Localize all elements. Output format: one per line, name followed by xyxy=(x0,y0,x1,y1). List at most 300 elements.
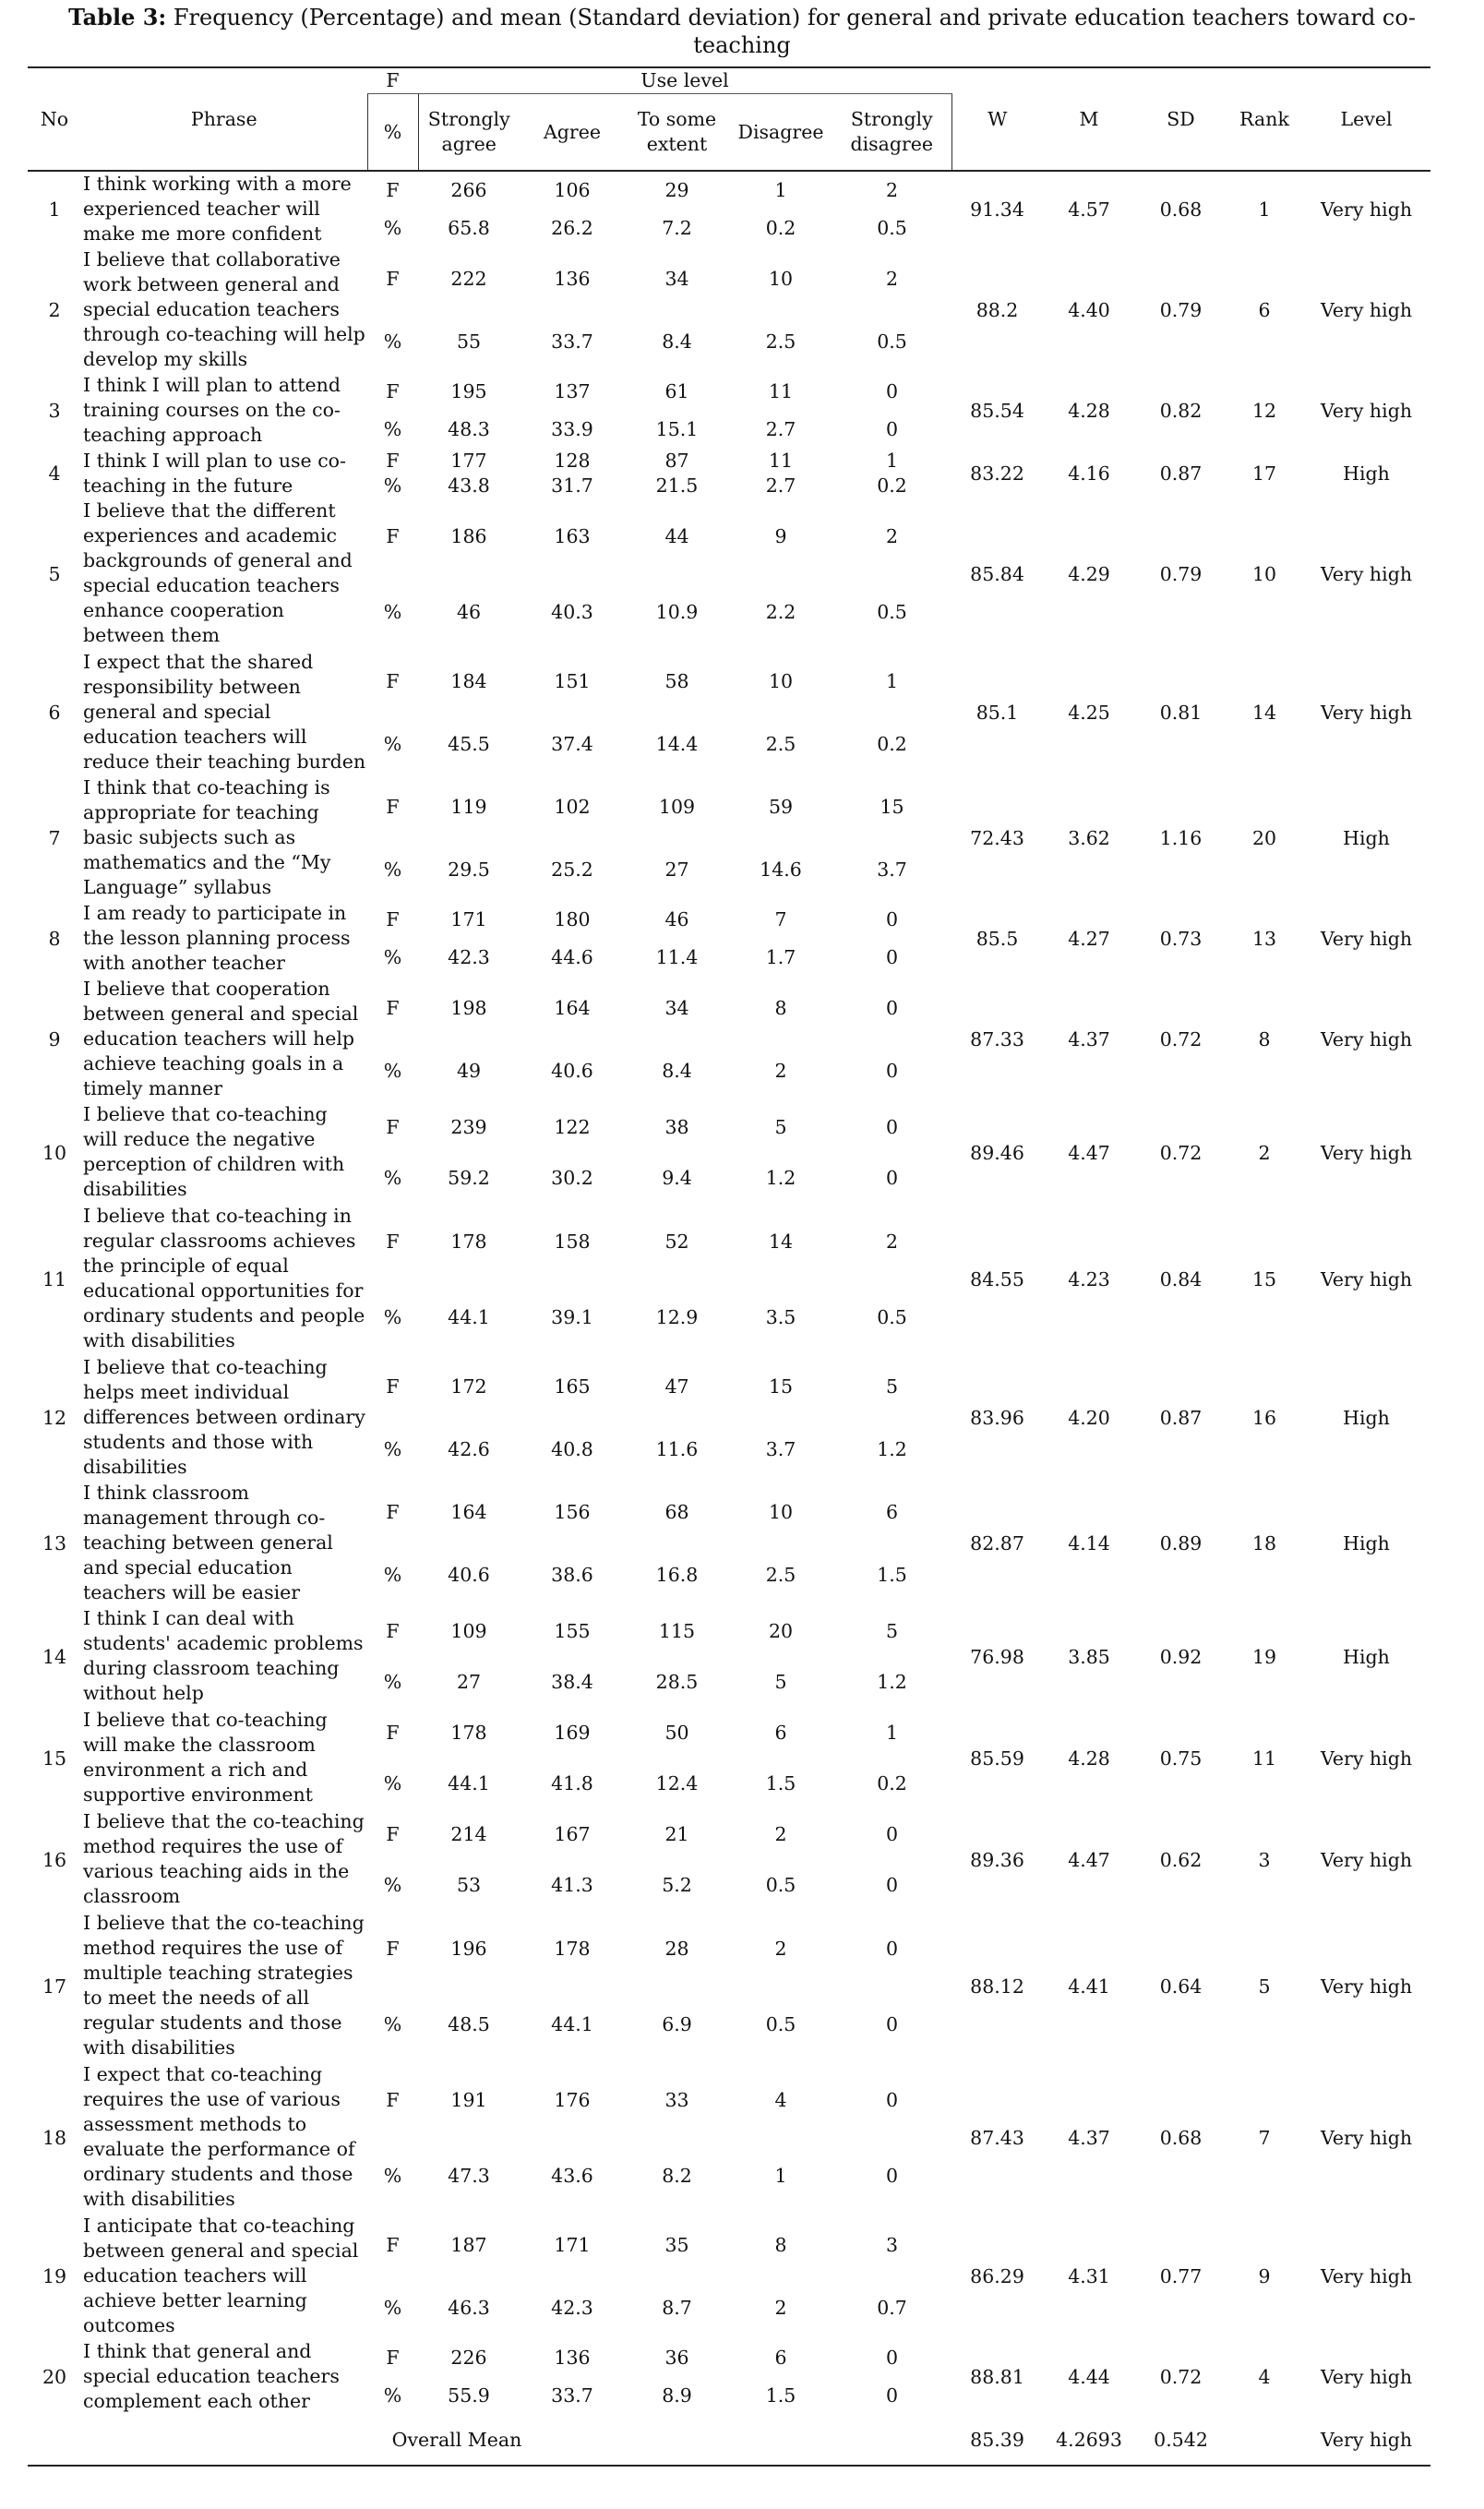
row-pct-strongly-disagree: 0.5 xyxy=(877,600,907,623)
row-number: 9 xyxy=(48,1027,61,1050)
row-f-agree: 151 xyxy=(554,669,591,692)
row-f-to-some-extent: 115 xyxy=(658,1620,696,1642)
row-pct-disagree: 1.5 xyxy=(765,1772,796,1795)
row-w: 85.1 xyxy=(975,701,1019,724)
row-pct-disagree: 3.7 xyxy=(765,1437,796,1460)
row-f-label: F xyxy=(386,1823,400,1845)
row-number: 19 xyxy=(42,2264,67,2287)
row-pct-disagree: 1.2 xyxy=(765,1167,796,1189)
row-pct-strongly-agree: 48.5 xyxy=(448,2012,490,2035)
row-number: 7 xyxy=(48,826,61,849)
row-f-strongly-disagree: 0 xyxy=(885,908,899,930)
row-phrase: I believe that collaborative work between general and special education teachers through co-teaching will help develop my skills xyxy=(83,248,365,370)
row-pct-strongly-disagree: 3.7 xyxy=(877,858,907,881)
row-f-to-some-extent: 28 xyxy=(664,1937,689,1960)
caption-text-continued: teaching xyxy=(693,32,791,58)
row-f-to-some-extent: 34 xyxy=(664,267,689,290)
row-f-disagree: 11 xyxy=(768,450,794,472)
row-pct-strongly-disagree: 0.7 xyxy=(877,2296,907,2319)
row-f-to-some-extent: 44 xyxy=(664,524,689,547)
row-level: Very high xyxy=(1320,1027,1413,1050)
row-pct-disagree: 2.7 xyxy=(765,418,796,440)
row-f-agree: 163 xyxy=(554,524,591,547)
row-f-strongly-agree: 222 xyxy=(450,267,487,290)
table-row xyxy=(28,449,1430,474)
row-phrase: I believe that the co-teaching method requires the use of various teaching aids in the classroom xyxy=(83,1810,365,1907)
row-pct-label: % xyxy=(383,330,402,353)
row-f-agree: 167 xyxy=(554,1823,591,1845)
row-f-strongly-disagree: 1 xyxy=(885,450,899,472)
row-phrase: I believe that the co-teaching method requires the use of multiple teaching strategies to meet the needs of all regular students and those with disabilities xyxy=(83,1912,365,2059)
row-f-label: F xyxy=(386,524,400,547)
row-f-to-some-extent: 47 xyxy=(664,1375,689,1398)
row-pct-agree: 31.7 xyxy=(551,474,593,497)
row-f-to-some-extent: 38 xyxy=(664,1116,689,1138)
table-row xyxy=(28,901,1430,939)
row-pct-strongly-agree: 46.3 xyxy=(448,2296,490,2319)
header-use-level: Use level xyxy=(418,67,951,94)
row-f-strongly-agree: 184 xyxy=(450,669,487,692)
row-pct-strongly-agree: 45.5 xyxy=(448,732,490,755)
row-f-label: F xyxy=(386,179,400,201)
row-pct-disagree: 0.2 xyxy=(765,217,796,239)
table-row xyxy=(28,1204,1430,1279)
row-pct-strongly-agree: 65.8 xyxy=(448,217,490,239)
row-f-label: F xyxy=(386,1722,400,1744)
row-pct-agree: 41.8 xyxy=(551,1772,593,1795)
row-f-strongly-agree: 226 xyxy=(450,2347,487,2369)
row-w: 91.34 xyxy=(970,198,1024,221)
row-phrase: I expect that co-teaching requires the use of various assessment methods to evaluate the performance of ordinary students and those with disabilities xyxy=(83,2063,355,2210)
row-m: 4.47 xyxy=(1068,1141,1110,1164)
row-pct-strongly-disagree: 1.5 xyxy=(877,1563,907,1586)
row-rank: 18 xyxy=(1251,1531,1277,1555)
row-number: 12 xyxy=(42,1406,67,1429)
row-sd: 0.81 xyxy=(1159,701,1203,724)
row-w: 84.55 xyxy=(970,1267,1024,1291)
table-row xyxy=(28,1102,1430,1153)
row-pct-label: % xyxy=(383,1305,402,1328)
row-level: Very high xyxy=(1320,2126,1413,2149)
row-m: 4.20 xyxy=(1068,1406,1110,1429)
row-phrase: I believe that co-teaching will make the classroom environment a rich and supportive environment xyxy=(83,1709,328,1806)
overall-w: 85.39 xyxy=(970,2428,1024,2451)
row-f-label: F xyxy=(386,996,400,1019)
row-f-strongly-disagree: 15 xyxy=(880,795,904,818)
row-f-label: F xyxy=(386,1230,400,1253)
row-f-agree: 102 xyxy=(554,795,591,818)
row-f-agree: 176 xyxy=(554,2088,591,2111)
row-f-strongly-agree: 109 xyxy=(450,1620,487,1642)
row-number: 2 xyxy=(48,298,61,321)
data-table xyxy=(28,66,1430,2467)
row-rank: 20 xyxy=(1251,826,1277,849)
row-pct-agree: 43.6 xyxy=(551,2164,593,2187)
row-f-to-some-extent: 34 xyxy=(664,996,689,1019)
row-pct-agree: 44.1 xyxy=(551,2012,593,2035)
row-rank: 13 xyxy=(1251,927,1277,950)
header-f: F xyxy=(367,67,418,94)
row-pct-label: % xyxy=(383,946,402,968)
row-rank: 15 xyxy=(1251,1267,1277,1291)
row-pct-strongly-agree: 46 xyxy=(456,600,482,623)
row-f-strongly-disagree: 2 xyxy=(885,179,899,201)
row-f-strongly-agree: 164 xyxy=(450,1500,487,1523)
row-number: 11 xyxy=(42,1267,67,1291)
row-w: 87.33 xyxy=(970,1027,1024,1050)
row-f-disagree: 10 xyxy=(768,1500,794,1523)
row-f-agree: 178 xyxy=(554,1937,591,1960)
row-m: 4.16 xyxy=(1068,462,1110,485)
row-f-disagree: 7 xyxy=(774,908,787,930)
row-f-strongly-agree: 214 xyxy=(450,1823,487,1845)
row-pct-to-some-extent: 14.4 xyxy=(655,732,699,755)
row-f-disagree: 8 xyxy=(774,2233,787,2256)
row-number: 16 xyxy=(42,1848,67,1871)
row-pct-strongly-agree: 40.6 xyxy=(448,1563,490,1586)
row-pct-label: % xyxy=(383,2164,402,2187)
row-level: Very high xyxy=(1320,198,1413,221)
row-level: High xyxy=(1343,462,1390,485)
row-pct-strongly-agree: 42.6 xyxy=(448,1437,490,1460)
row-f-strongly-disagree: 1 xyxy=(885,669,899,692)
row-sd: 0.87 xyxy=(1159,1406,1203,1429)
row-w: 76.98 xyxy=(970,1645,1024,1668)
row-pct-strongly-agree: 27 xyxy=(456,1671,482,1693)
row-pct-agree: 38.6 xyxy=(551,1563,593,1586)
row-f-disagree: 10 xyxy=(768,267,794,290)
table-row xyxy=(28,373,1430,411)
row-m: 4.57 xyxy=(1068,198,1110,221)
row-f-strongly-agree: 178 xyxy=(450,1722,487,1744)
row-pct-to-some-extent: 11.6 xyxy=(655,1437,699,1460)
row-m: 3.62 xyxy=(1068,826,1110,849)
row-f-disagree: 59 xyxy=(768,795,794,818)
row-pct-strongly-agree: 55 xyxy=(456,330,482,353)
row-pct-agree: 42.3 xyxy=(551,2296,593,2319)
row-pct-disagree: 2 xyxy=(774,1059,787,1082)
row-f-disagree: 8 xyxy=(774,996,787,1019)
row-phrase: I think that general and special education teachers complement each other xyxy=(83,2340,340,2412)
row-pct-to-some-extent: 8.7 xyxy=(662,2296,692,2319)
header-sd: SD xyxy=(1135,67,1227,171)
row-sd: 1.16 xyxy=(1159,826,1203,849)
row-pct-to-some-extent: 5.2 xyxy=(662,1874,692,1896)
table-row xyxy=(28,2339,1430,2377)
row-f-disagree: 6 xyxy=(774,1722,787,1744)
row-f-label: F xyxy=(386,450,400,472)
row-pct-to-some-extent: 8.4 xyxy=(662,330,692,353)
row-f-disagree: 15 xyxy=(768,1375,794,1398)
row-m: 4.31 xyxy=(1068,2264,1110,2287)
row-f-strongly-disagree: 3 xyxy=(885,2233,899,2256)
row-phrase: I believe that co-teaching will reduce the negative perception of children with disabilities xyxy=(83,1103,345,1200)
row-number: 20 xyxy=(42,2365,67,2388)
row-pct-agree: 44.6 xyxy=(551,946,593,968)
row-f-agree: 180 xyxy=(554,908,591,930)
row-f-strongly-agree: 187 xyxy=(450,2233,487,2256)
row-level: High xyxy=(1343,826,1390,849)
row-rank: 12 xyxy=(1251,399,1277,422)
row-pct-label: % xyxy=(383,732,402,755)
row-w: 88.81 xyxy=(970,2365,1024,2388)
row-pct-agree: 33.7 xyxy=(551,330,593,353)
row-f-label: F xyxy=(386,2233,400,2256)
row-level: Very high xyxy=(1320,927,1413,950)
row-sd: 0.82 xyxy=(1159,399,1203,422)
row-pct-strongly-agree: 59.2 xyxy=(448,1167,490,1189)
row-m: 4.44 xyxy=(1068,2365,1110,2388)
row-pct-to-some-extent: 16.8 xyxy=(655,1563,699,1586)
table-caption xyxy=(0,4,1484,59)
row-f-strongly-agree: 195 xyxy=(450,380,487,402)
row-pct-disagree: 2.2 xyxy=(765,600,796,623)
row-pct-strongly-disagree: 0.5 xyxy=(877,217,907,239)
row-w: 89.36 xyxy=(970,1848,1024,1871)
row-sd: 0.75 xyxy=(1159,1747,1203,1770)
table-row xyxy=(28,2062,1430,2138)
row-pct-strongly-disagree: 0 xyxy=(885,1059,899,1082)
row-phrase: I am ready to participate in the lesson planning process with another teacher xyxy=(83,902,351,974)
row-pct-strongly-disagree: 1.2 xyxy=(877,1671,907,1693)
row-phrase: I believe that the different experiences and academic backgrounds of general and special education teachers enhance cooperation between them xyxy=(83,499,353,646)
row-pct-strongly-disagree: 1.2 xyxy=(877,1437,907,1460)
row-level: Very high xyxy=(1320,399,1413,422)
row-f-agree: 136 xyxy=(554,267,591,290)
row-phrase: I expect that the shared responsibility between general and special education teachers will reduce their teaching burden xyxy=(83,651,366,773)
header-level: Level xyxy=(1302,67,1430,171)
row-pct-agree: 33.9 xyxy=(551,418,593,440)
row-pct-strongly-disagree: 0 xyxy=(885,1167,899,1189)
row-rank: 16 xyxy=(1251,1406,1277,1429)
row-pct-to-some-extent: 12.9 xyxy=(655,1305,699,1328)
row-f-disagree: 20 xyxy=(768,1620,794,1642)
row-rank: 4 xyxy=(1258,2365,1271,2388)
header-strongly-agree: Strongly agree xyxy=(418,94,520,172)
row-m: 4.28 xyxy=(1068,1747,1110,1770)
row-pct-disagree: 2.5 xyxy=(765,732,796,755)
row-f-to-some-extent: 58 xyxy=(664,669,689,692)
row-rank: 7 xyxy=(1258,2126,1271,2149)
row-f-strongly-agree: 172 xyxy=(450,1375,487,1398)
row-pct-to-some-extent: 9.4 xyxy=(662,1167,692,1189)
row-f-label: F xyxy=(386,1620,400,1642)
caption-text: Frequency (Percentage) and mean (Standard deviation) for general and private education teachers toward co- xyxy=(173,5,1416,30)
row-number: 10 xyxy=(42,1141,67,1164)
row-pct-strongly-agree: 49 xyxy=(456,1059,482,1082)
row-rank: 10 xyxy=(1251,562,1277,585)
row-w: 83.96 xyxy=(970,1406,1024,1429)
row-sd: 0.87 xyxy=(1159,462,1203,485)
row-w: 83.22 xyxy=(970,462,1024,485)
row-pct-strongly-disagree: 0 xyxy=(885,1874,899,1896)
row-pct-to-some-extent: 10.9 xyxy=(655,600,699,623)
row-number: 1 xyxy=(48,198,61,221)
table-row xyxy=(28,1809,1430,1860)
row-number: 18 xyxy=(42,2126,67,2149)
overall-level: Very high xyxy=(1320,2428,1413,2451)
row-pct-disagree: 14.6 xyxy=(760,858,802,881)
row-f-agree: 158 xyxy=(554,1230,591,1253)
row-f-strongly-disagree: 0 xyxy=(885,1823,899,1845)
row-f-strongly-agree: 191 xyxy=(450,2088,487,2111)
row-pct-disagree: 2 xyxy=(774,2296,787,2319)
row-rank: 1 xyxy=(1258,198,1271,221)
row-phrase: I think I will plan to use co-teaching in the future xyxy=(83,450,346,497)
row-level: Very high xyxy=(1320,701,1413,724)
row-f-label: F xyxy=(386,2347,400,2369)
row-f-strongly-disagree: 0 xyxy=(885,2088,899,2111)
row-f-strongly-agree: 266 xyxy=(450,179,487,201)
row-rank: 3 xyxy=(1258,1848,1271,1871)
row-number: 3 xyxy=(48,399,61,422)
row-f-to-some-extent: 52 xyxy=(664,1230,689,1253)
row-f-label: F xyxy=(386,1116,400,1138)
row-w: 82.87 xyxy=(970,1531,1024,1555)
row-pct-to-some-extent: 11.4 xyxy=(655,946,699,968)
row-number: 13 xyxy=(42,1531,67,1555)
row-f-to-some-extent: 46 xyxy=(664,908,689,930)
row-f-disagree: 2 xyxy=(774,1937,787,1960)
row-w: 85.5 xyxy=(975,927,1019,950)
row-m: 4.28 xyxy=(1068,399,1110,422)
row-pct-strongly-agree: 53 xyxy=(456,1874,482,1896)
header-rank: Rank xyxy=(1227,67,1302,171)
row-pct-strongly-agree: 48.3 xyxy=(448,418,490,440)
row-pct-label: % xyxy=(383,1167,402,1189)
row-f-strongly-disagree: 0 xyxy=(885,380,899,402)
row-sd: 0.92 xyxy=(1159,1645,1203,1668)
row-phrase: I believe that co-teaching in regular classrooms achieves the principle of equal educational opportunities for ordinary students and people with disabilities xyxy=(83,1205,365,1351)
header-m: M xyxy=(1043,67,1135,171)
row-f-strongly-agree: 178 xyxy=(450,1230,487,1253)
row-sd: 0.68 xyxy=(1159,198,1203,221)
row-pct-label: % xyxy=(383,1059,402,1082)
row-f-to-some-extent: 29 xyxy=(664,179,689,201)
row-pct-label: % xyxy=(383,1563,402,1586)
row-sd: 0.72 xyxy=(1159,1027,1203,1050)
row-f-to-some-extent: 68 xyxy=(664,1500,689,1523)
row-rank: 8 xyxy=(1258,1027,1271,1050)
row-w: 85.59 xyxy=(970,1747,1024,1770)
header-to-some-extent: To some extent xyxy=(625,94,729,172)
table-row xyxy=(28,1911,1430,1987)
table-row xyxy=(28,1606,1430,1657)
row-w: 86.29 xyxy=(970,2264,1024,2287)
row-f-to-some-extent: 50 xyxy=(664,1722,689,1744)
header-w: W xyxy=(951,67,1043,171)
row-level: Very high xyxy=(1320,1747,1413,1770)
row-f-disagree: 6 xyxy=(774,2347,787,2369)
row-pct-label: % xyxy=(383,2384,402,2407)
row-number: 17 xyxy=(42,1975,67,1998)
row-pct-agree: 40.6 xyxy=(551,1059,593,1082)
row-w: 88.12 xyxy=(970,1975,1024,1998)
row-sd: 0.64 xyxy=(1159,1975,1203,1998)
row-rank: 2 xyxy=(1258,1141,1271,1164)
row-rank: 14 xyxy=(1251,701,1277,724)
row-f-strongly-disagree: 2 xyxy=(885,267,899,290)
row-f-disagree: 14 xyxy=(768,1230,794,1253)
row-pct-disagree: 1.5 xyxy=(765,2384,796,2407)
row-level: Very high xyxy=(1320,562,1413,585)
row-level: High xyxy=(1343,1406,1390,1429)
row-rank: 5 xyxy=(1258,1975,1271,1998)
row-m: 4.23 xyxy=(1068,1267,1110,1291)
row-f-strongly-disagree: 0 xyxy=(885,996,899,1019)
row-f-agree: 136 xyxy=(554,2347,591,2369)
row-pct-disagree: 1.7 xyxy=(765,946,796,968)
row-sd: 0.73 xyxy=(1159,927,1203,950)
row-f-label: F xyxy=(386,1937,400,1960)
row-f-agree: 169 xyxy=(554,1722,591,1744)
row-pct-agree: 30.2 xyxy=(551,1167,593,1189)
row-w: 89.46 xyxy=(970,1141,1024,1164)
row-sd: 0.77 xyxy=(1159,2264,1203,2287)
row-pct-agree: 41.3 xyxy=(551,1874,593,1896)
row-f-agree: 171 xyxy=(554,2233,591,2256)
table-row xyxy=(28,1481,1430,1543)
row-f-strongly-disagree: 5 xyxy=(885,1620,899,1642)
row-pct-to-some-extent: 27 xyxy=(664,858,689,881)
row-f-to-some-extent: 21 xyxy=(664,1823,689,1845)
row-pct-disagree: 1 xyxy=(774,2164,787,2187)
row-pct-label: % xyxy=(383,217,402,239)
row-f-strongly-agree: 119 xyxy=(450,795,487,818)
row-pct-to-some-extent: 8.9 xyxy=(662,2384,692,2407)
row-w: 85.54 xyxy=(970,399,1024,422)
row-f-strongly-disagree: 5 xyxy=(885,1375,899,1398)
row-f-agree: 155 xyxy=(554,1620,591,1642)
row-f-strongly-agree: 196 xyxy=(450,1937,487,1960)
row-f-agree: 122 xyxy=(554,1116,591,1138)
row-number: 6 xyxy=(48,701,61,724)
table-row xyxy=(28,650,1430,713)
row-pct-to-some-extent: 8.4 xyxy=(662,1059,692,1082)
row-pct-disagree: 2.7 xyxy=(765,474,796,497)
row-m: 4.14 xyxy=(1068,1531,1110,1555)
row-f-label: F xyxy=(386,1375,400,1398)
row-pct-label: % xyxy=(383,1874,402,1896)
overall-mean-label: Overall Mean xyxy=(391,2428,522,2451)
row-pct-strongly-agree: 29.5 xyxy=(448,858,490,881)
row-sd: 0.79 xyxy=(1159,298,1203,321)
row-f-disagree: 10 xyxy=(768,669,794,692)
row-number: 5 xyxy=(48,562,61,585)
row-level: Very high xyxy=(1320,2264,1413,2287)
row-pct-label: % xyxy=(383,858,402,881)
header-pct: % xyxy=(367,94,418,172)
row-level: High xyxy=(1343,1531,1390,1555)
row-number: 14 xyxy=(42,1645,67,1668)
row-f-strongly-disagree: 2 xyxy=(885,1230,899,1253)
table-row xyxy=(28,775,1430,838)
row-f-strongly-disagree: 0 xyxy=(885,1937,899,1960)
row-m: 4.41 xyxy=(1068,1975,1110,1998)
row-f-to-some-extent: 36 xyxy=(664,2347,689,2369)
row-pct-to-some-extent: 12.4 xyxy=(655,1772,699,1795)
table-row xyxy=(28,498,1430,574)
row-pct-strongly-agree: 44.1 xyxy=(448,1305,490,1328)
header-phrase: Phrase xyxy=(81,67,367,171)
overall-sd: 0.542 xyxy=(1154,2428,1208,2451)
row-f-to-some-extent: 61 xyxy=(664,380,689,402)
row-pct-to-some-extent: 6.9 xyxy=(662,2012,692,2035)
row-f-to-some-extent: 87 xyxy=(664,450,689,472)
row-pct-strongly-disagree: 0 xyxy=(885,2384,899,2407)
row-f-disagree: 11 xyxy=(768,380,794,402)
row-f-disagree: 4 xyxy=(774,2088,787,2111)
